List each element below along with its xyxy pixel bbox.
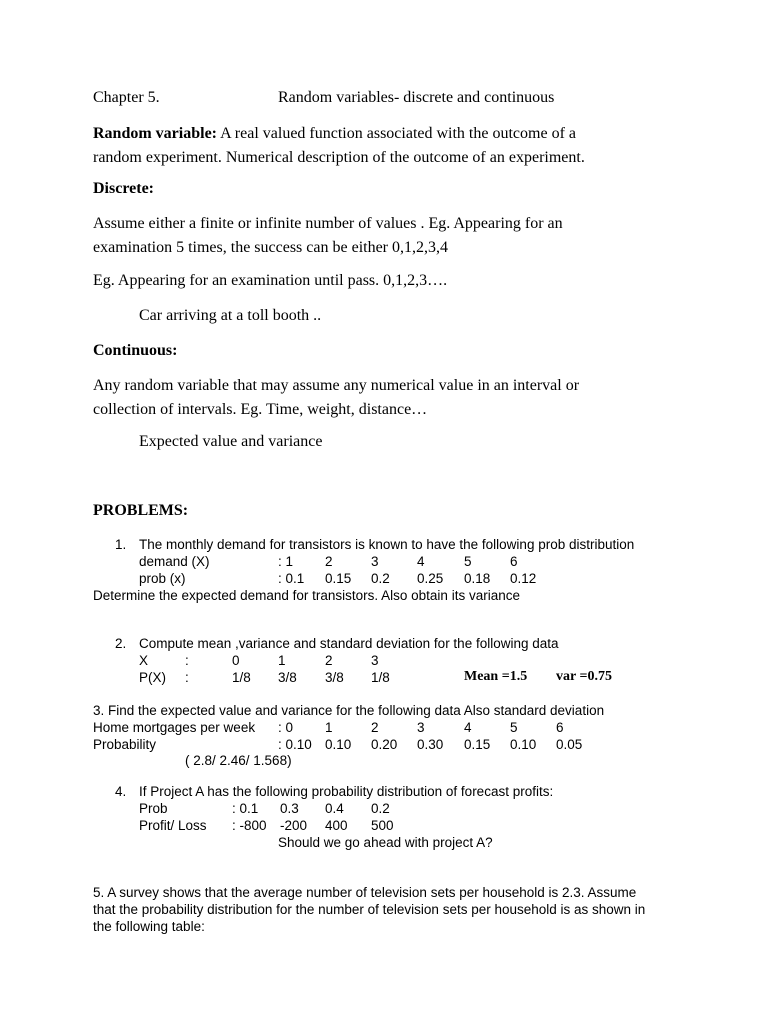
table-cell: 0.12 — [510, 571, 537, 586]
problem-5-line2: that the probability distribution for the number of television sets per household is as shown in — [93, 902, 646, 917]
problem-4-row1-label: Prob — [139, 801, 168, 816]
table-cell: -200 — [280, 818, 308, 833]
table-cell: 0.10 — [510, 737, 537, 752]
problem-2-row1-label: X — [139, 653, 149, 668]
table-cell: : 0.1 — [232, 801, 259, 816]
problem-3-row1-label: Home mortgages per week — [93, 720, 256, 735]
problem-1-number: 1. — [115, 537, 127, 552]
problem-2-variance: var =0.75 — [556, 669, 612, 684]
table-cell: : 0.10 — [278, 737, 312, 752]
table-cell: : — [185, 653, 189, 668]
table-cell: 2 — [371, 720, 379, 735]
problem-1-text: The monthly demand for transistors is known to have the following prob distribution — [139, 537, 635, 552]
table-cell: 3 — [371, 653, 379, 668]
table-cell: : 0.1 — [278, 571, 305, 586]
table-cell: 0.2 — [371, 571, 390, 586]
table-cell: 1 — [325, 720, 333, 735]
problem-1-row1-label: demand (X) — [139, 554, 210, 569]
table-cell: 4 — [417, 554, 425, 569]
problem-5-line1: 5. A survey shows that the average number of television sets per household is 2.3. Assume — [93, 885, 637, 900]
table-cell: 0 — [232, 653, 240, 668]
continuous-description — [93, 374, 683, 422]
continuous-heading: Continuous: — [93, 342, 178, 359]
problem-3-text: 3. Find the expected value and variance for the following data Also standard deviation — [93, 703, 605, 718]
problem-2-text: Compute mean ,variance and standard deviation for the following data — [139, 636, 559, 651]
table-cell: : -800 — [232, 818, 267, 833]
table-cell: 2 — [325, 554, 333, 569]
table-cell: 5 — [464, 554, 472, 569]
problem-2-row2-label: P(X) — [139, 670, 166, 685]
table-cell: : 1 — [278, 554, 294, 569]
table-cell: 3 — [371, 554, 379, 569]
discrete-example-car: Car arriving at a toll booth .. — [139, 307, 322, 324]
continuous-line2: collection of intervals. Eg. Time, weight, distance… — [93, 401, 428, 418]
table-cell: 0.10 — [325, 737, 352, 752]
random-variable-definition — [93, 122, 683, 170]
table-cell: 400 — [325, 818, 348, 833]
table-cell: 0.20 — [371, 737, 398, 752]
table-cell: 0.25 — [417, 571, 444, 586]
table-cell: 0.3 — [280, 801, 299, 816]
table-cell: 2 — [325, 653, 333, 668]
table-cell: 0.15 — [464, 737, 491, 752]
continuous-line1: Any random variable that may assume any numerical value in an interval or — [93, 377, 580, 394]
discrete-line1: Assume either a finite or infinite number of values . Eg. Appearing for an — [93, 215, 563, 232]
table-cell: 3/8 — [325, 670, 344, 685]
problem-1-question: Determine the expected demand for transistors. Also obtain its variance — [93, 588, 520, 603]
table-cell: 0.2 — [371, 801, 390, 816]
chapter-label: Chapter 5. — [93, 89, 160, 106]
table-cell: 3 — [417, 720, 425, 735]
problem-2-number: 2. — [115, 636, 127, 651]
problem-1-row2-label: prob (x) — [139, 571, 186, 586]
problem-4-number: 4. — [115, 784, 127, 799]
table-cell: 1 — [278, 653, 286, 668]
discrete-description — [93, 212, 683, 260]
table-cell: : 0 — [278, 720, 294, 735]
discrete-example: Eg. Appearing for an examination until pass. 0,1,2,3…. — [93, 272, 448, 289]
table-cell: 5 — [510, 720, 518, 735]
expected-value-subheading: Expected value and variance — [139, 433, 323, 450]
problem-3-answer: ( 2.8/ 2.46/ 1.568) — [185, 753, 292, 768]
problem-4-row2-label: Profit/ Loss — [139, 818, 207, 833]
table-cell: 0.4 — [325, 801, 344, 816]
table-cell: 0.30 — [417, 737, 444, 752]
table-cell: 500 — [371, 818, 394, 833]
problem-3-row2-label: Probability — [93, 737, 157, 752]
random-variable-line2: random experiment. Numerical description of the outcome of an experiment. — [93, 149, 585, 166]
table-cell: 0.18 — [464, 571, 491, 586]
table-cell: 1/8 — [232, 670, 251, 685]
chapter-title: Random variables- discrete and continuous — [278, 89, 555, 106]
table-cell: 6 — [510, 554, 518, 569]
table-cell: 0.15 — [325, 571, 352, 586]
table-cell: 4 — [464, 720, 472, 735]
random-variable-line1: A real valued function associated with the outcome of a — [217, 125, 576, 142]
table-cell: 6 — [556, 720, 564, 735]
discrete-heading: Discrete: — [93, 180, 154, 197]
random-variable-term: Random variable: — [93, 125, 217, 142]
problem-4-text: If Project A has the following probability distribution of forecast profits: — [139, 784, 554, 799]
discrete-line2: examination 5 times, the success can be either 0,1,2,3,4 — [93, 239, 449, 256]
problem-2-mean: Mean =1.5 — [464, 669, 528, 684]
table-cell: 0.05 — [556, 737, 583, 752]
problem-5-line3: the following table: — [93, 919, 205, 934]
table-cell: : — [185, 670, 189, 685]
table-cell: 1/8 — [371, 670, 390, 685]
problem-4-question: Should we go ahead with project A? — [278, 835, 493, 850]
table-cell: 3/8 — [278, 670, 297, 685]
problems-heading: PROBLEMS: — [93, 502, 189, 519]
